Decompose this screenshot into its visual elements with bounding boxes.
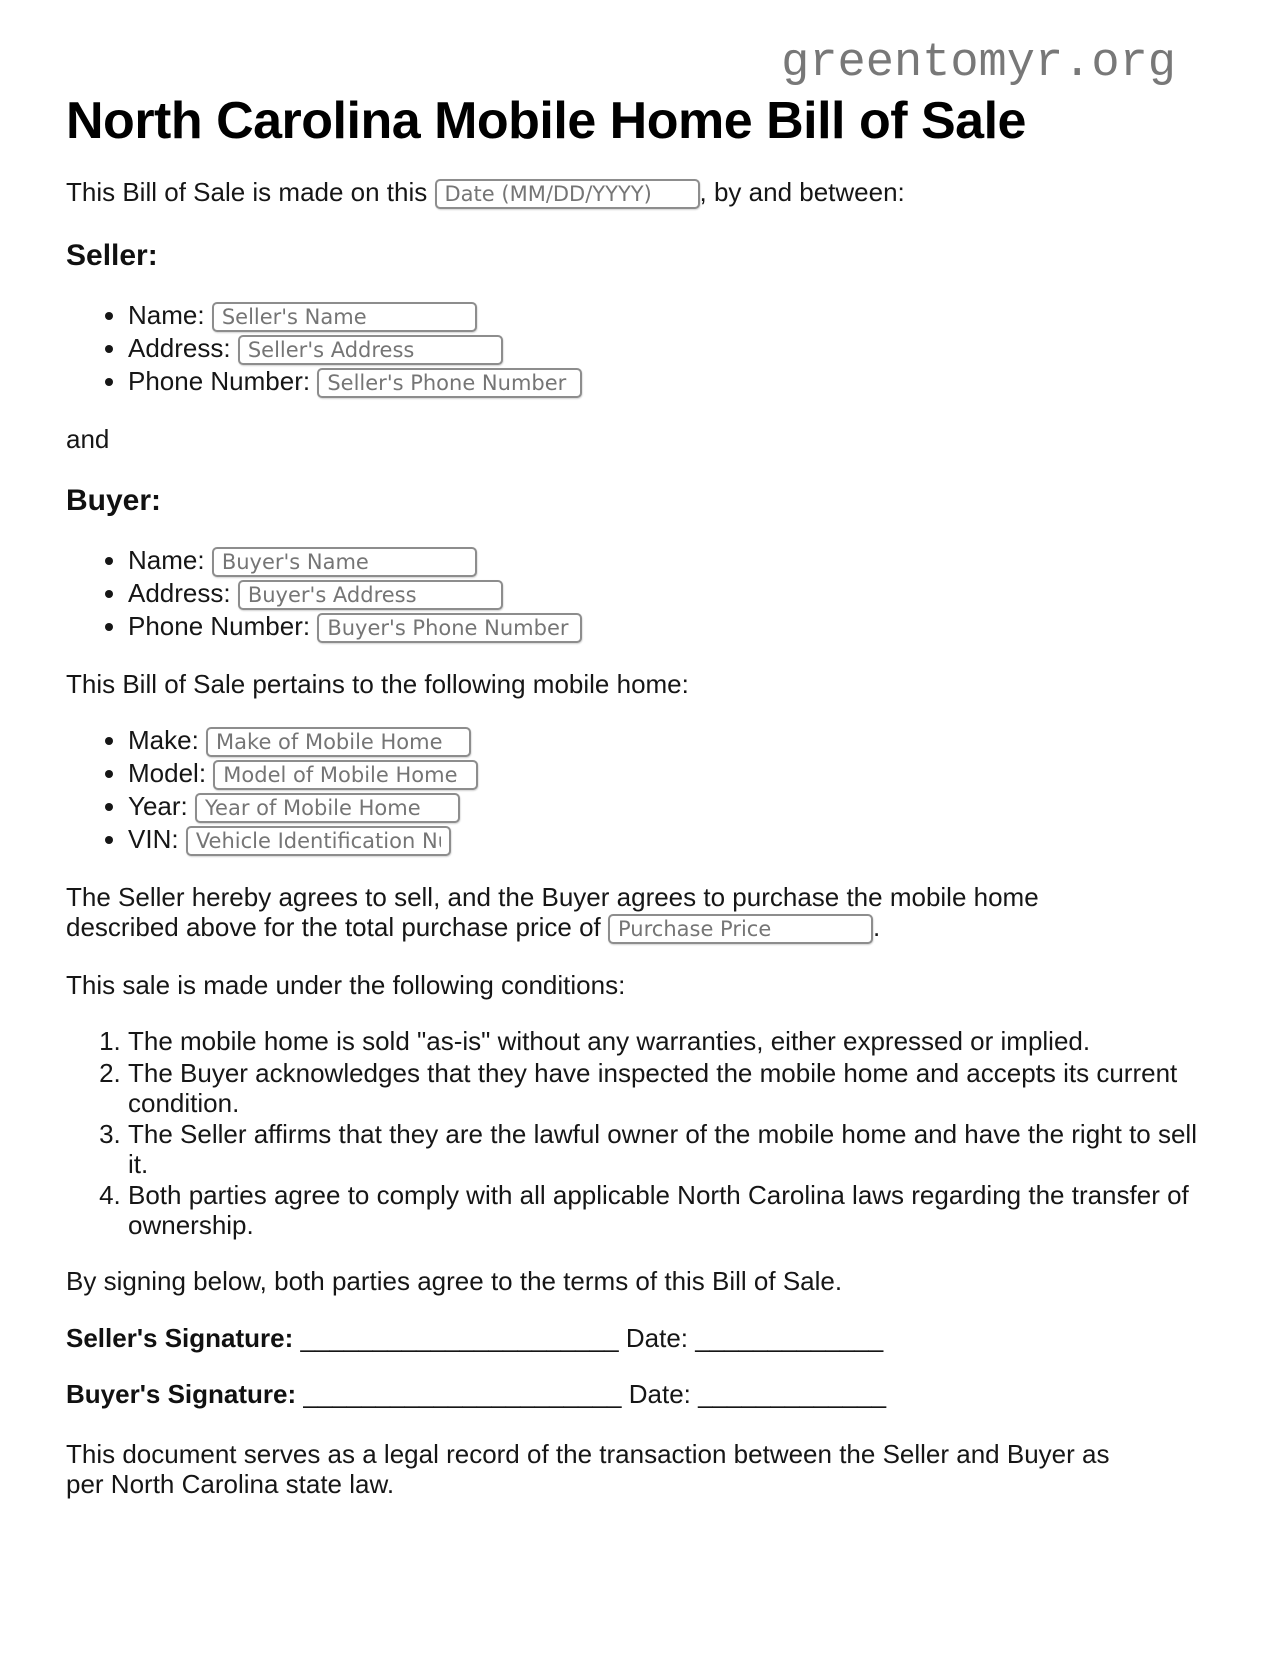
list-item xyxy=(128,824,1200,856)
list-item xyxy=(128,300,1200,332)
intro-text-after: , by and between: xyxy=(699,177,905,208)
seller-phone-label: Phone Number: xyxy=(128,365,311,396)
connector-text: and xyxy=(66,423,110,454)
buyer-address-input[interactable] xyxy=(238,580,503,610)
date-input[interactable] xyxy=(435,179,700,209)
seller-date-line: _____________ xyxy=(695,1322,884,1353)
agreement-paragraph: By signing below, both parties agree to the terms of this Bill of Sale. xyxy=(66,1266,843,1297)
list-item xyxy=(128,333,1200,365)
model-input[interactable] xyxy=(213,760,478,790)
conditions-list xyxy=(66,1026,1200,1240)
buyer-name-input[interactable] xyxy=(212,547,477,577)
buyer-date-label: Date: xyxy=(628,1378,691,1409)
site-watermark: greentomyr.org xyxy=(781,37,1176,90)
make-label: Make: xyxy=(128,725,199,756)
buyer-heading: Buyer: xyxy=(66,484,162,518)
buyer-phone-label: Phone Number: xyxy=(128,610,311,641)
seller-phone-input[interactable] xyxy=(317,368,582,398)
buyer-address-label: Address: xyxy=(128,577,231,608)
seller-name-label: Name: xyxy=(128,299,205,330)
mobile-home-fields-list xyxy=(66,725,1200,856)
seller-fields-list xyxy=(66,300,1200,398)
legal-record-note: This document serves as a legal record of the transaction between the Seller and Buyer as per North Carolina state law. xyxy=(66,1438,1110,1500)
seller-address-label: Address: xyxy=(128,332,231,363)
vin-label: VIN: xyxy=(128,824,179,855)
condition-item: 3. The Seller affirms that they are the lawful owner of the mobile home and have the right to sell it. xyxy=(128,1119,1200,1179)
buyer-fields-list xyxy=(66,545,1200,643)
buyer-signature-label: Buyer's Signature: xyxy=(66,1378,297,1409)
seller-name-input[interactable] xyxy=(212,302,477,332)
list-item xyxy=(128,578,1200,610)
intro-text-before: This Bill of Sale is made on this xyxy=(66,177,428,208)
seller-heading: Seller: xyxy=(66,239,158,273)
year-input[interactable] xyxy=(195,793,460,823)
mobile-home-intro: This Bill of Sale pertains to the following mobile home: xyxy=(66,668,689,699)
purchase-text-after: . xyxy=(873,912,881,943)
condition-item: 4. Both parties agree to comply with all applicable North Carolina laws regarding the transfer of ownership. xyxy=(128,1180,1200,1240)
list-item xyxy=(128,758,1200,790)
buyer-date-line: _____________ xyxy=(698,1378,887,1409)
conditions-intro: This sale is made under the following conditions: xyxy=(66,970,626,1001)
seller-signature-label: Seller's Signature: xyxy=(66,1322,294,1353)
list-item xyxy=(128,725,1200,757)
purchase-price-input[interactable] xyxy=(608,914,873,944)
intro-paragraph xyxy=(66,177,1144,209)
purchase-text-before: The Seller hereby agrees to sell, and the Buyer agrees to purchase the mobile home described above for the total purchase price of xyxy=(66,882,1039,943)
seller-signature-row xyxy=(66,1323,1144,1353)
vin-input[interactable] xyxy=(186,826,451,856)
page-title: North Carolina Mobile Home Bill of Sale xyxy=(66,92,1026,150)
model-label: Model: xyxy=(128,758,207,789)
list-item xyxy=(128,791,1200,823)
condition-item: 2. The Buyer acknowledges that they have inspected the mobile home and accepts its current condition. xyxy=(128,1058,1200,1118)
list-item xyxy=(128,545,1200,577)
buyer-signature-line: ______________________ xyxy=(303,1378,622,1409)
seller-address-input[interactable] xyxy=(238,335,503,365)
make-input[interactable] xyxy=(206,727,471,757)
list-item xyxy=(128,611,1200,643)
year-label: Year: xyxy=(128,791,188,822)
purchase-paragraph xyxy=(66,882,1144,944)
buyer-phone-input[interactable] xyxy=(317,613,582,643)
buyer-name-label: Name: xyxy=(128,544,205,575)
seller-signature-line: ______________________ xyxy=(300,1322,619,1353)
list-item xyxy=(128,366,1200,398)
seller-date-label: Date: xyxy=(625,1322,689,1353)
condition-item: 1. The mobile home is sold "as-is" without any warranties, either expressed or implied. xyxy=(128,1026,1200,1056)
buyer-signature-row xyxy=(66,1379,1144,1409)
